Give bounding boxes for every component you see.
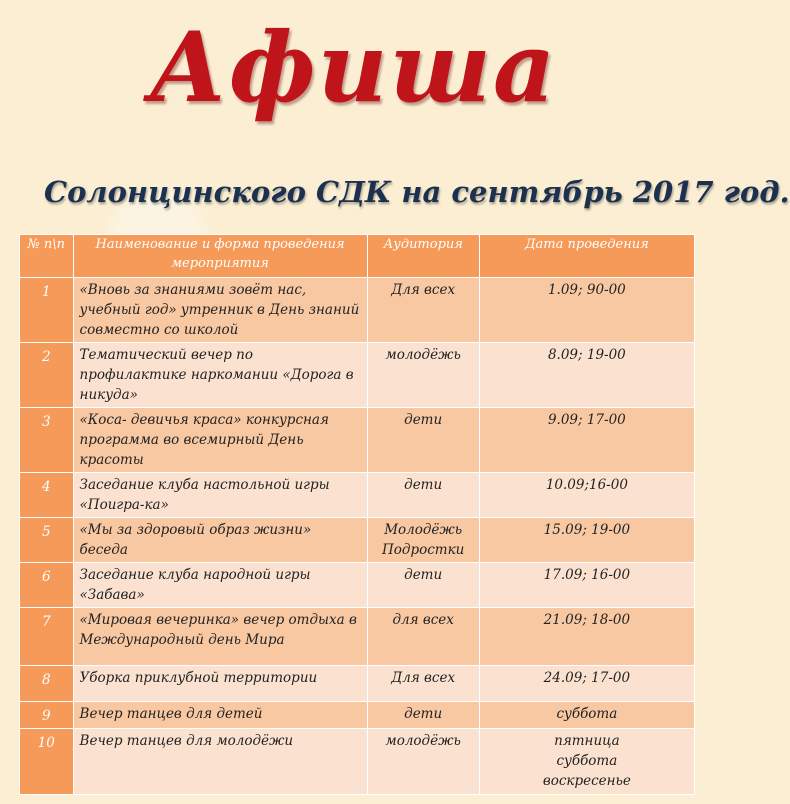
row-number: 6 [20,563,74,608]
event-date: суббота [479,702,694,729]
event-name: Вечер танцев для молодёжи [73,729,367,795]
event-date: пятница суббота воскресенье [479,729,694,795]
event-audience: молодёжь [367,729,479,795]
table-row [20,473,695,518]
page-subtitle: Солонцинского СДК на сентябрь 2017 год. [44,175,790,209]
event-audience: для всех [367,608,479,666]
event-date: 17.09; 16-00 [479,563,694,608]
event-date: 1.09; 90-00 [479,278,694,343]
row-number: 3 [20,408,74,473]
event-date: 24.09; 17-00 [479,666,694,702]
event-audience: Молодёжь Подростки [367,518,479,563]
table-row [20,343,695,408]
event-audience: молодёжь [367,343,479,408]
event-audience: дети [367,702,479,729]
event-audience: Для всех [367,666,479,702]
event-date: 21.09; 18-00 [479,608,694,666]
events-table [19,234,695,795]
row-number: 9 [20,702,74,729]
table-row [20,729,695,795]
event-name: Уборка приклубной территории [73,666,367,702]
event-date: 10.09;16-00 [479,473,694,518]
event-name: Вечер танцев для детей [73,702,367,729]
row-number: 7 [20,608,74,666]
page-title: Афиша [148,11,558,124]
row-number: 10 [20,729,74,795]
table-row [20,608,695,666]
table-row [20,702,695,729]
column-header-audience: Аудитория [367,235,479,278]
event-name: Заседание клуба народной игры «Забава» [73,563,367,608]
event-name: Тематический вечер по профилактике наркомании «Дорога в никуда» [73,343,367,408]
column-header-number: № п\п [20,235,74,278]
event-name: «Коса- девичья краса» конкурсная программа во всемирный День красоты [73,408,367,473]
event-date: 9.09; 17-00 [479,408,694,473]
event-audience: дети [367,408,479,473]
event-name: Заседание клуба настольной игры «Поигра-ка» [73,473,367,518]
column-header-date: Дата проведения [479,235,694,278]
table-row [20,278,695,343]
event-name: «Мы за здоровый образ жизни» беседа [73,518,367,563]
event-audience: дети [367,473,479,518]
row-number: 1 [20,278,74,343]
table-row [20,518,695,563]
column-header-name: Наименование и форма проведения мероприятия [73,235,367,278]
event-date: 15.09; 19-00 [479,518,694,563]
table-row [20,563,695,608]
event-date: 8.09; 19-00 [479,343,694,408]
row-number: 2 [20,343,74,408]
event-audience: Для всех [367,278,479,343]
row-number: 4 [20,473,74,518]
row-number: 8 [20,666,74,702]
table-row [20,408,695,473]
table-header-row [20,235,695,278]
event-name: «Мировая вечеринка» вечер отдыха в Международный день Мира [73,608,367,666]
event-name: «Вновь за знаниями зовёт нас, учебный год» утренник в День знаний совместно со школой [73,278,367,343]
table-row [20,666,695,702]
event-audience: дети [367,563,479,608]
row-number: 5 [20,518,74,563]
